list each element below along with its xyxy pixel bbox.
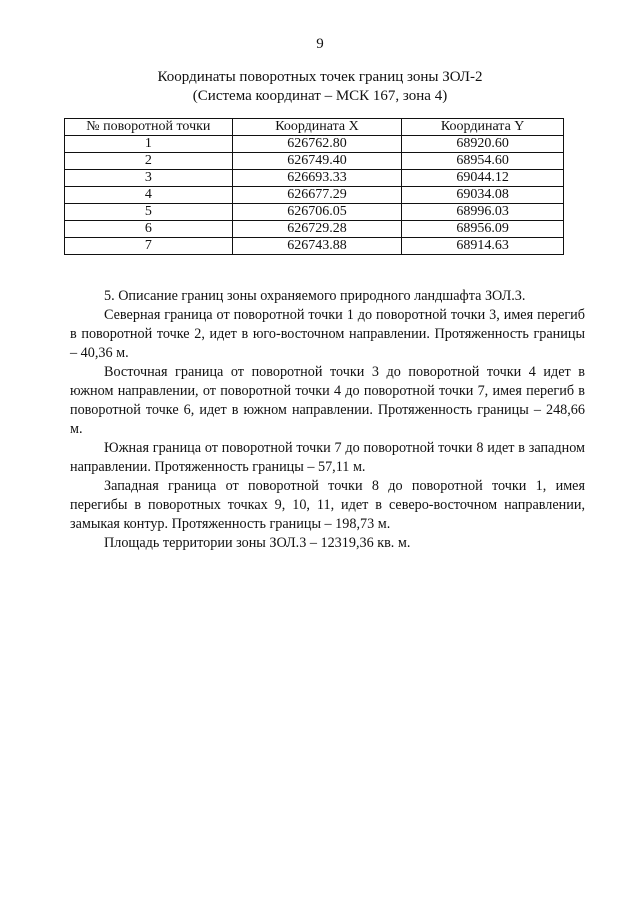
point-number-cell: 4	[65, 187, 233, 204]
coordinate-x-cell: 626693.33	[232, 170, 402, 187]
table-title-line-1: Координаты поворотных точек границ зоны ЗОЛ-2	[157, 69, 483, 85]
table-row	[65, 170, 564, 187]
table-row	[65, 153, 564, 170]
header-coordinate-x: Координата X	[232, 119, 402, 136]
coordinate-x-cell: 626677.29	[232, 187, 402, 204]
point-number-cell: 7	[65, 238, 233, 255]
coordinate-x-cell: 626749.40	[232, 153, 402, 170]
table-title-line-2: (Система координат – МСК 167, зона 4)	[192, 88, 448, 104]
table-row	[65, 187, 564, 204]
point-number-cell: 1	[65, 136, 233, 153]
coordinate-y-cell: 68996.03	[402, 204, 564, 221]
header-coordinate-y: Координата Y	[402, 119, 564, 136]
coordinate-y-cell: 68956.09	[402, 221, 564, 238]
zone-area-paragraph: Площадь территории зоны ЗОЛ.3 – 12319,36 кв. м.	[104, 535, 411, 551]
table-row	[65, 238, 564, 255]
south-boundary-paragraph: Южная граница от поворотной точки 7 до поворотной точки 8 идет в западном направлении. Протяженность границы – 57,11 м.	[70, 440, 585, 475]
table-row	[65, 221, 564, 238]
page-number: 9	[316, 36, 324, 52]
point-number-cell: 3	[65, 170, 233, 187]
coordinate-y-cell: 69044.12	[402, 170, 564, 187]
west-boundary-paragraph: Западная граница от поворотной точки 8 до поворотной точки 1, имея перегибы в поворотных точках 9, 10, 11, идет в северо-восточном направлении, замыкая контур. Протяженность границы – 198,73 м.	[70, 478, 585, 532]
table-header-row	[65, 119, 564, 136]
point-number-cell: 5	[65, 204, 233, 221]
coordinate-y-cell: 68920.60	[402, 136, 564, 153]
table-row	[65, 136, 564, 153]
north-boundary-paragraph: Северная граница от поворотной точки 1 до поворотной точки 3, имея перегиб в поворотной точке 2, идет в юго-восточном направлении. Протяженность границы – 40,36 м.	[70, 307, 585, 361]
coordinate-x-cell: 626706.05	[232, 204, 402, 221]
coordinate-x-cell: 626762.80	[232, 136, 402, 153]
section-heading: 5. Описание границ зоны охраняемого природного ландшафта ЗОЛ.3.	[104, 288, 526, 304]
table-row	[65, 204, 564, 221]
section-description	[70, 287, 585, 553]
coordinates-table	[64, 118, 564, 255]
coordinate-y-cell: 68914.63	[402, 238, 564, 255]
coordinate-x-cell: 626743.88	[232, 238, 402, 255]
header-point-number: № поворотной точки	[65, 119, 233, 136]
coordinate-y-cell: 68954.60	[402, 153, 564, 170]
coordinate-x-cell: 626729.28	[232, 221, 402, 238]
point-number-cell: 6	[65, 221, 233, 238]
east-boundary-paragraph: Восточная граница от поворотной точки 3 до поворотной точки 4 идет в южном направлении, от поворотной точки 4 до поворотной точки 7, имея перегиб в поворотной точке 6, идет в южном направлении. Протяженность границы – 248,66 м.	[70, 364, 585, 437]
table-title	[0, 68, 640, 106]
coordinate-y-cell: 69034.08	[402, 187, 564, 204]
point-number-cell: 2	[65, 153, 233, 170]
